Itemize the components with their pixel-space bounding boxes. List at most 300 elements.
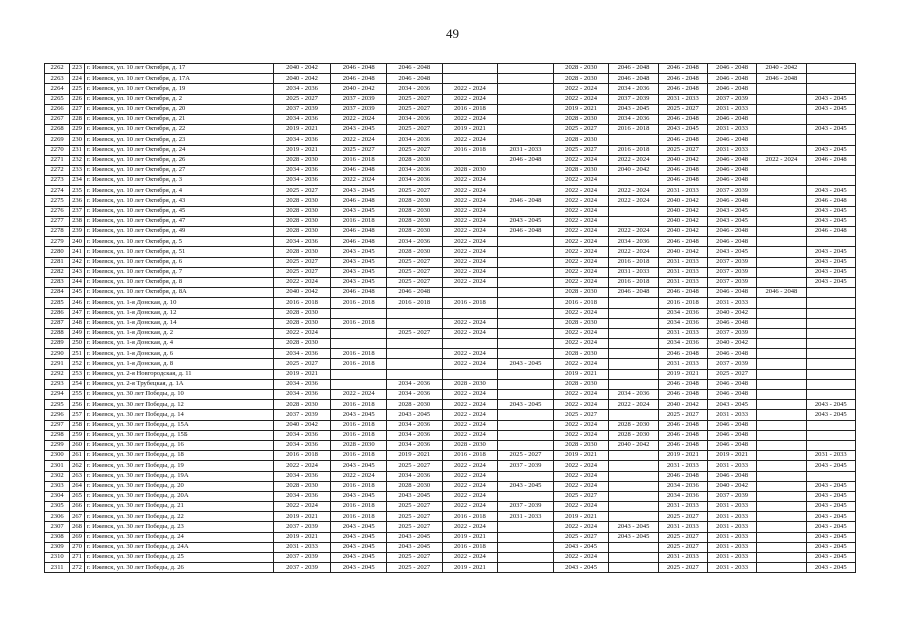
table-row: [45, 288, 856, 298]
period-cell: [757, 104, 806, 114]
period-cell: 2022 - 2024: [442, 237, 498, 247]
period-cell: [757, 176, 806, 186]
period-cell: 2022 - 2024: [553, 206, 609, 216]
period-cell: 2022 - 2024: [609, 196, 658, 206]
period-cell: [498, 318, 554, 328]
period-cell: 2028 - 2030: [553, 74, 609, 84]
period-cell: 2022 - 2024: [442, 186, 498, 196]
table-row: [45, 277, 856, 287]
item-number-cell: 270: [70, 542, 85, 552]
period-cell: 2046 - 2048: [707, 135, 756, 145]
table-row: [45, 145, 856, 155]
period-cell: [806, 165, 855, 175]
address-cell: г. Ижевск, ул. 10 лет Октября, д. 26: [84, 155, 273, 165]
period-cell: 2043 - 2045: [387, 532, 443, 542]
period-cell: 2022 - 2024: [553, 359, 609, 369]
period-cell: 2043 - 2045: [806, 481, 855, 491]
table-row: [45, 420, 856, 430]
period-cell: 2022 - 2024: [442, 196, 498, 206]
period-cell: 2046 - 2048: [707, 420, 756, 430]
period-cell: [757, 227, 806, 237]
item-number-cell: 252: [70, 359, 85, 369]
period-cell: 2037 - 2039: [707, 94, 756, 104]
period-cell: [498, 471, 554, 481]
period-cell: [757, 379, 806, 389]
table-row: [45, 318, 856, 328]
address-cell: г. Ижевск, ул. 10 лет Октября, д. 6: [84, 257, 273, 267]
period-cell: 2028 - 2030: [273, 155, 331, 165]
period-cell: 2034 - 2036: [387, 176, 443, 186]
period-cell: [498, 176, 554, 186]
period-cell: 2046 - 2048: [658, 74, 707, 84]
period-cell: 2040 - 2042: [707, 339, 756, 349]
row-number-cell: 2286: [45, 308, 70, 318]
period-cell: [757, 267, 806, 277]
period-cell: 2016 - 2018: [553, 298, 609, 308]
period-cell: 2034 - 2036: [273, 471, 331, 481]
period-cell: 2019 - 2021: [273, 532, 331, 542]
period-cell: 2019 - 2021: [658, 369, 707, 379]
period-cell: 2031 - 2033: [707, 502, 756, 512]
period-cell: [498, 64, 554, 74]
period-cell: 2019 - 2021: [442, 125, 498, 135]
period-cell: [757, 461, 806, 471]
period-cell: 2028 - 2030: [273, 339, 331, 349]
table-row: [45, 502, 856, 512]
table-row: [45, 328, 856, 338]
period-cell: [498, 267, 554, 277]
item-number-cell: 267: [70, 512, 85, 522]
period-cell: [498, 440, 554, 450]
period-cell: 2022 - 2024: [609, 227, 658, 237]
address-cell: г. Ижевск, ул. 30 лет Победы, д. 12: [84, 400, 273, 410]
item-number-cell: 251: [70, 349, 85, 359]
period-cell: 2022 - 2024: [331, 176, 387, 186]
period-cell: 2046 - 2048: [609, 64, 658, 74]
period-cell: [757, 542, 806, 552]
period-cell: [806, 359, 855, 369]
period-cell: 2016 - 2018: [331, 502, 387, 512]
period-cell: 2022 - 2024: [609, 400, 658, 410]
period-cell: 2031 - 2033: [658, 267, 707, 277]
period-cell: 2040 - 2042: [658, 155, 707, 165]
period-cell: 2025 - 2027: [387, 522, 443, 532]
address-cell: г. Ижевск, ул. 10 лет Октября, д. 22: [84, 125, 273, 135]
period-cell: 2043 - 2045: [806, 502, 855, 512]
period-cell: [757, 84, 806, 94]
period-cell: 2046 - 2048: [331, 74, 387, 84]
period-cell: 2037 - 2039: [609, 94, 658, 104]
period-cell: 2043 - 2045: [806, 125, 855, 135]
period-cell: 2025 - 2027: [658, 542, 707, 552]
period-cell: 2034 - 2036: [273, 379, 331, 389]
item-number-cell: 248: [70, 318, 85, 328]
period-cell: 2022 - 2024: [553, 390, 609, 400]
period-cell: 2022 - 2024: [442, 400, 498, 410]
address-cell: г. Ижевск, ул. 30 лет Победы, д. 19А: [84, 471, 273, 481]
row-number-cell: 2292: [45, 369, 70, 379]
period-cell: [609, 542, 658, 552]
period-cell: [331, 328, 387, 338]
period-cell: 2028 - 2030: [273, 216, 331, 226]
period-cell: [757, 247, 806, 257]
row-number-cell: 2271: [45, 155, 70, 165]
period-cell: 2031 - 2033: [658, 257, 707, 267]
period-cell: 2034 - 2036: [387, 390, 443, 400]
period-cell: [806, 64, 855, 74]
period-cell: 2034 - 2036: [658, 318, 707, 328]
period-cell: 2016 - 2018: [331, 318, 387, 328]
item-number-cell: 261: [70, 451, 85, 461]
period-cell: 2022 - 2024: [442, 491, 498, 501]
period-cell: 2043 - 2045: [331, 267, 387, 277]
row-number-cell: 2309: [45, 542, 70, 552]
period-cell: 2040 - 2042: [658, 216, 707, 226]
address-cell: г. Ижевск, ул. 1-я Донская, д. 14: [84, 318, 273, 328]
address-cell: г. Ижевск, ул. 30 лет Победы, д. 23: [84, 522, 273, 532]
period-cell: [609, 451, 658, 461]
period-cell: [757, 512, 806, 522]
period-cell: 2043 - 2045: [553, 563, 609, 573]
period-cell: [757, 553, 806, 563]
period-cell: 2028 - 2030: [387, 247, 443, 257]
period-cell: 2043 - 2045: [331, 125, 387, 135]
period-cell: 2043 - 2045: [806, 247, 855, 257]
period-cell: 2031 - 2033: [658, 186, 707, 196]
period-cell: 2028 - 2030: [553, 165, 609, 175]
period-cell: 2040 - 2042: [658, 400, 707, 410]
item-number-cell: 244: [70, 277, 85, 287]
period-cell: 2034 - 2036: [273, 349, 331, 359]
address-cell: г. Ижевск, ул. 30 лет Победы, д. 14: [84, 410, 273, 420]
period-cell: 2031 - 2033: [707, 145, 756, 155]
row-number-cell: 2303: [45, 481, 70, 491]
period-cell: [609, 481, 658, 491]
period-cell: 2022 - 2024: [442, 430, 498, 440]
period-cell: 2046 - 2048: [707, 84, 756, 94]
period-cell: [387, 369, 443, 379]
period-cell: [757, 420, 806, 430]
period-cell: 2037 - 2039: [273, 522, 331, 532]
period-cell: 2034 - 2036: [273, 84, 331, 94]
period-cell: 2016 - 2018: [442, 512, 498, 522]
period-cell: 2037 - 2039: [707, 277, 756, 287]
period-cell: 2016 - 2018: [273, 451, 331, 461]
table-row: [45, 481, 856, 491]
period-cell: 2022 - 2024: [553, 267, 609, 277]
period-cell: [757, 563, 806, 573]
period-cell: 2028 - 2030: [387, 481, 443, 491]
period-cell: [757, 328, 806, 338]
item-number-cell: 256: [70, 400, 85, 410]
period-cell: 2016 - 2018: [331, 359, 387, 369]
period-cell: 2028 - 2030: [553, 288, 609, 298]
period-cell: [609, 471, 658, 481]
period-cell: 2025 - 2027: [658, 410, 707, 420]
item-number-cell: 234: [70, 176, 85, 186]
period-cell: 2043 - 2045: [806, 186, 855, 196]
period-cell: 2043 - 2045: [331, 522, 387, 532]
period-cell: [498, 84, 554, 94]
address-cell: г. Ижевск, ул. 10 лет Октября, д. 23: [84, 135, 273, 145]
item-number-cell: 271: [70, 553, 85, 563]
period-cell: 2043 - 2045: [806, 563, 855, 573]
period-cell: [498, 288, 554, 298]
table-row: [45, 563, 856, 573]
period-cell: 2043 - 2045: [331, 532, 387, 542]
address-cell: г. Ижевск, ул. 10 лет Октября, д. 27: [84, 165, 273, 175]
period-cell: 2046 - 2048: [658, 176, 707, 186]
item-number-cell: 239: [70, 227, 85, 237]
period-cell: [757, 257, 806, 267]
period-cell: 2022 - 2024: [553, 471, 609, 481]
period-cell: 2031 - 2033: [707, 563, 756, 573]
period-cell: 2022 - 2024: [442, 227, 498, 237]
period-cell: 2046 - 2048: [331, 64, 387, 74]
period-cell: [442, 74, 498, 84]
row-number-cell: 2296: [45, 410, 70, 420]
period-cell: [498, 94, 554, 104]
period-cell: 2043 - 2045: [331, 410, 387, 420]
period-cell: 2034 - 2036: [387, 84, 443, 94]
table-row: [45, 227, 856, 237]
address-cell: г. Ижевск, ул. 10 лет Октября, д. 4: [84, 186, 273, 196]
period-cell: 2022 - 2024: [553, 237, 609, 247]
period-cell: 2025 - 2027: [387, 328, 443, 338]
period-cell: 2046 - 2048: [498, 196, 554, 206]
period-cell: 2022 - 2024: [609, 186, 658, 196]
period-cell: 2043 - 2045: [331, 553, 387, 563]
period-cell: 2037 - 2039: [331, 94, 387, 104]
period-cell: 2022 - 2024: [442, 176, 498, 186]
period-cell: 2025 - 2027: [331, 145, 387, 155]
row-number-cell: 2299: [45, 440, 70, 450]
period-cell: 2022 - 2024: [273, 502, 331, 512]
period-cell: 2043 - 2045: [806, 145, 855, 155]
period-cell: 2046 - 2048: [498, 227, 554, 237]
period-cell: 2025 - 2027: [658, 512, 707, 522]
period-cell: 2025 - 2027: [273, 94, 331, 104]
address-cell: г. Ижевск, ул. 10 лет Октября, д. 21: [84, 114, 273, 124]
row-number-cell: 2282: [45, 267, 70, 277]
period-cell: 2022 - 2024: [442, 471, 498, 481]
period-cell: 2046 - 2048: [707, 471, 756, 481]
table-row: [45, 114, 856, 124]
period-cell: [806, 390, 855, 400]
period-cell: 2037 - 2039: [707, 359, 756, 369]
period-cell: 2031 - 2033: [707, 512, 756, 522]
period-cell: [757, 135, 806, 145]
table-row: [45, 512, 856, 522]
period-cell: 2016 - 2018: [609, 145, 658, 155]
row-number-cell: 2300: [45, 451, 70, 461]
period-cell: 2028 - 2030: [553, 440, 609, 450]
row-number-cell: 2305: [45, 502, 70, 512]
row-number-cell: 2288: [45, 328, 70, 338]
row-number-cell: 2308: [45, 532, 70, 542]
period-cell: 2046 - 2048: [331, 237, 387, 247]
period-cell: 2019 - 2021: [707, 451, 756, 461]
period-cell: [498, 532, 554, 542]
period-cell: 2040 - 2042: [273, 74, 331, 84]
period-cell: [806, 369, 855, 379]
period-cell: 2019 - 2021: [553, 369, 609, 379]
period-cell: [757, 308, 806, 318]
period-cell: 2016 - 2018: [609, 125, 658, 135]
period-cell: [806, 328, 855, 338]
address-cell: г. Ижевск, ул. 30 лет Победы, д. 25: [84, 553, 273, 563]
period-cell: 2046 - 2048: [707, 165, 756, 175]
period-cell: 2037 - 2039: [273, 553, 331, 563]
period-cell: 2031 - 2033: [707, 410, 756, 420]
period-cell: [757, 369, 806, 379]
item-number-cell: 262: [70, 461, 85, 471]
period-cell: [806, 471, 855, 481]
period-cell: 2034 - 2036: [273, 114, 331, 124]
period-cell: 2034 - 2036: [387, 430, 443, 440]
row-number-cell: 2307: [45, 522, 70, 532]
table-row: [45, 471, 856, 481]
row-number-cell: 2302: [45, 471, 70, 481]
period-cell: [609, 298, 658, 308]
period-cell: 2016 - 2018: [331, 481, 387, 491]
period-cell: [609, 379, 658, 389]
period-cell: [609, 318, 658, 328]
period-cell: 2043 - 2045: [806, 491, 855, 501]
period-cell: 2025 - 2027: [553, 532, 609, 542]
period-cell: [498, 237, 554, 247]
table-row: [45, 400, 856, 410]
row-number-cell: 2269: [45, 135, 70, 145]
table-row: [45, 522, 856, 532]
period-cell: 2022 - 2024: [442, 216, 498, 226]
row-number-cell: 2276: [45, 206, 70, 216]
period-cell: [498, 186, 554, 196]
period-cell: [757, 440, 806, 450]
period-cell: [757, 532, 806, 542]
period-cell: 2034 - 2036: [387, 440, 443, 450]
period-cell: 2037 - 2039: [498, 461, 554, 471]
row-number-cell: 2280: [45, 247, 70, 257]
period-cell: 2028 - 2030: [609, 420, 658, 430]
period-cell: 2019 - 2021: [273, 512, 331, 522]
item-number-cell: 245: [70, 288, 85, 298]
period-cell: 2046 - 2048: [609, 288, 658, 298]
period-cell: 2031 - 2033: [658, 461, 707, 471]
item-number-cell: 242: [70, 257, 85, 267]
period-cell: [498, 420, 554, 430]
row-number-cell: 2284: [45, 288, 70, 298]
period-cell: 2034 - 2036: [658, 339, 707, 349]
period-cell: [609, 359, 658, 369]
table-row: [45, 155, 856, 165]
period-cell: [442, 155, 498, 165]
period-cell: 2046 - 2048: [707, 288, 756, 298]
period-cell: 2025 - 2027: [387, 512, 443, 522]
address-cell: г. Ижевск, ул. 1-я Донская, д. 10: [84, 298, 273, 308]
period-cell: 2043 - 2045: [806, 461, 855, 471]
period-cell: 2022 - 2024: [553, 227, 609, 237]
period-cell: 2019 - 2021: [273, 145, 331, 155]
period-cell: 2028 - 2030: [553, 318, 609, 328]
address-cell: г. Ижевск, ул. 10 лет Октября, д. 17А: [84, 74, 273, 84]
period-cell: [498, 125, 554, 135]
table-row: [45, 308, 856, 318]
table-row: [45, 339, 856, 349]
period-cell: 2025 - 2027: [387, 563, 443, 573]
row-number-cell: 2294: [45, 390, 70, 400]
period-cell: 2022 - 2024: [553, 94, 609, 104]
period-cell: [806, 288, 855, 298]
item-number-cell: 263: [70, 471, 85, 481]
item-number-cell: 238: [70, 216, 85, 226]
table-row: [45, 430, 856, 440]
period-cell: 2022 - 2024: [553, 400, 609, 410]
table-row: [45, 64, 856, 74]
table-row: [45, 532, 856, 542]
period-cell: 2016 - 2018: [331, 430, 387, 440]
address-cell: г. Ижевск, ул. 10 лет Октября, д. 3: [84, 176, 273, 186]
period-cell: 2040 - 2042: [273, 288, 331, 298]
period-cell: 2046 - 2048: [658, 237, 707, 247]
period-cell: 2034 - 2036: [387, 237, 443, 247]
period-cell: [498, 563, 554, 573]
period-cell: 2028 - 2030: [273, 196, 331, 206]
period-cell: 2022 - 2024: [553, 522, 609, 532]
period-cell: [498, 379, 554, 389]
period-cell: 2043 - 2045: [387, 491, 443, 501]
period-cell: 2028 - 2030: [442, 379, 498, 389]
period-cell: 2031 - 2033: [658, 277, 707, 287]
period-cell: 2019 - 2021: [273, 125, 331, 135]
table-row: [45, 247, 856, 257]
period-cell: [757, 114, 806, 124]
period-cell: 2034 - 2036: [387, 471, 443, 481]
period-cell: 2016 - 2018: [331, 420, 387, 430]
period-cell: 2025 - 2027: [387, 277, 443, 287]
address-cell: г. Ижевск, ул. 10 лет Октября, д. 8А: [84, 288, 273, 298]
item-number-cell: 265: [70, 491, 85, 501]
item-number-cell: 247: [70, 308, 85, 318]
row-number-cell: 2289: [45, 339, 70, 349]
address-cell: г. Ижевск, ул. 1-я Донская, д. 8: [84, 359, 273, 369]
item-number-cell: 269: [70, 532, 85, 542]
period-cell: 2043 - 2045: [331, 247, 387, 257]
table-row: [45, 165, 856, 175]
period-cell: [609, 512, 658, 522]
row-number-cell: 2273: [45, 176, 70, 186]
period-cell: [387, 308, 443, 318]
item-number-cell: 229: [70, 125, 85, 135]
period-cell: [757, 196, 806, 206]
period-cell: 2046 - 2048: [757, 74, 806, 84]
period-cell: [609, 308, 658, 318]
period-cell: 2046 - 2048: [658, 288, 707, 298]
schedule-table-body: [45, 64, 856, 573]
period-cell: [442, 369, 498, 379]
item-number-cell: 230: [70, 135, 85, 145]
period-cell: 2028 - 2030: [273, 227, 331, 237]
period-cell: 2022 - 2024: [442, 390, 498, 400]
period-cell: [806, 135, 855, 145]
period-cell: [757, 94, 806, 104]
period-cell: [609, 328, 658, 338]
period-cell: 2043 - 2045: [331, 277, 387, 287]
period-cell: 2022 - 2024: [553, 84, 609, 94]
period-cell: 2043 - 2045: [331, 542, 387, 552]
period-cell: 2040 - 2042: [273, 64, 331, 74]
period-cell: 2037 - 2039: [707, 257, 756, 267]
